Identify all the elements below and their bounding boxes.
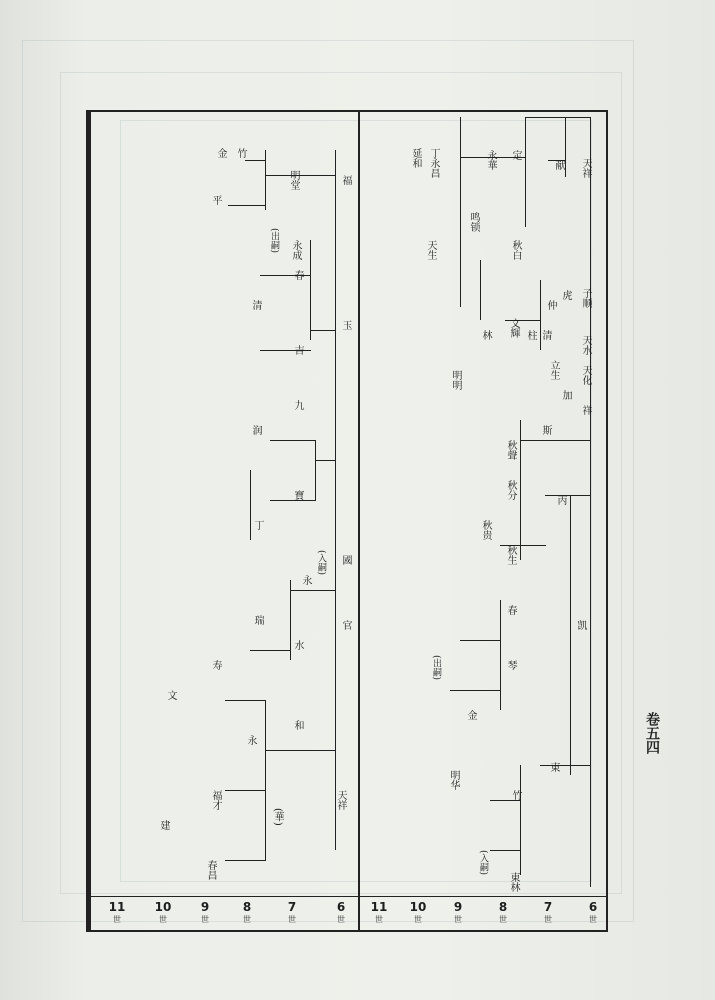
family-member-name: 丁: [252, 520, 263, 530]
family-member-name: 定: [510, 150, 521, 160]
family-member-name: 丁永昌: [428, 148, 439, 178]
tree-line: [520, 765, 521, 875]
family-member-name: 建: [158, 820, 169, 830]
tree-line: [270, 440, 316, 441]
family-member-name: 東林: [508, 872, 519, 892]
generation-label: 6 世: [588, 900, 598, 924]
generation-label: 11 世: [370, 900, 388, 924]
family-member-name: 林: [480, 330, 491, 340]
family-member-name: 竹: [235, 148, 246, 158]
family-member-name: 明明: [450, 370, 461, 390]
tree-line: [260, 350, 311, 351]
volume-label: 卷五四: [644, 712, 660, 754]
generation-label: 6 世: [336, 900, 346, 924]
family-member-name: 秋分: [505, 480, 516, 500]
family-member-name: 永: [245, 735, 256, 745]
tree-line: [315, 440, 316, 500]
adoption-note: (出嗣): [269, 228, 279, 254]
family-member-name: 吉: [292, 345, 303, 355]
family-member-name: 官: [340, 620, 351, 630]
family-member-name: 鸣锁: [468, 212, 479, 232]
tree-line: [250, 470, 251, 540]
tree-line: [450, 690, 501, 691]
family-member-name: (華): [272, 808, 283, 826]
tree-line: [265, 175, 336, 176]
family-member-name: 文輝: [508, 318, 519, 338]
family-member-name: 永成: [290, 240, 301, 260]
generation-label: 9 世: [200, 900, 210, 924]
tree-line: [290, 590, 336, 591]
tree-line: [500, 600, 501, 710]
family-member-name: 福才: [210, 790, 221, 810]
tree-line: [310, 330, 336, 331]
family-member-name: 平: [210, 195, 221, 205]
generation-label: 10 世: [409, 900, 427, 924]
family-member-name: 和: [292, 720, 303, 730]
tree-line: [525, 117, 591, 118]
adoption-note: (入嗣): [316, 550, 326, 576]
family-member-name: 明华: [448, 770, 459, 790]
tree-line: [490, 800, 521, 801]
tree-line: [265, 150, 266, 210]
family-member-name: 立生: [548, 360, 559, 380]
family-member-name: 秋生: [505, 545, 516, 565]
tree-line: [590, 117, 591, 887]
center-divider: [358, 110, 360, 932]
generation-label: 10 世: [154, 900, 172, 924]
frame-left-border: [86, 110, 91, 932]
tree-line: [225, 860, 266, 861]
tree-line: [225, 700, 266, 701]
family-member-name: 水: [292, 640, 303, 650]
family-member-name: 延和: [410, 148, 421, 168]
family-member-name: 子顺: [580, 288, 591, 308]
family-member-name: 丙: [555, 495, 566, 505]
generation-label: 8 世: [498, 900, 508, 924]
tree-line: [225, 790, 266, 791]
tree-line: [270, 500, 316, 501]
family-member-name: 春昌: [205, 860, 216, 880]
adoption-note: (入嗣): [478, 850, 488, 876]
family-member-name: 柱: [525, 330, 536, 340]
family-member-name: 清: [540, 330, 551, 340]
family-member-name: 祥: [580, 405, 591, 415]
family-member-name: 仲: [545, 300, 556, 310]
family-member-name: 福: [340, 175, 351, 185]
family-member-name: 永: [300, 575, 311, 585]
tree-line: [490, 850, 521, 851]
tree-line: [315, 460, 336, 461]
family-member-name: 凯: [575, 620, 586, 630]
genealogy-table-frame: [86, 110, 608, 932]
family-member-name: 金: [465, 710, 476, 720]
family-member-name: 天化: [580, 365, 591, 385]
generation-label: 11 世: [108, 900, 126, 924]
family-member-name: 清: [250, 300, 261, 310]
family-member-name: 秋贵: [480, 520, 491, 540]
family-member-name: 金: [215, 148, 226, 158]
family-member-name: 東: [548, 762, 559, 772]
tree-line: [525, 117, 526, 227]
family-member-name: 加: [560, 390, 571, 400]
tree-line: [570, 495, 571, 775]
family-member-name: 秋白: [510, 240, 521, 260]
family-member-name: 文: [165, 690, 176, 700]
family-member-name: 琴: [505, 660, 516, 670]
tree-line: [265, 700, 266, 860]
family-member-name: 献: [553, 160, 564, 170]
family-member-name: 虎: [560, 290, 571, 300]
tree-line: [460, 640, 501, 641]
family-member-name: 天生: [425, 240, 436, 260]
family-member-name: 明堂: [288, 170, 299, 190]
tree-line: [265, 750, 336, 751]
tree-line: [310, 240, 311, 340]
tree-line: [228, 205, 266, 206]
family-member-name: 天水: [580, 335, 591, 355]
family-member-name: 國: [340, 555, 351, 565]
generation-label: 8 世: [242, 900, 252, 924]
generation-label: 7 世: [543, 900, 553, 924]
generation-label: 7 世: [287, 900, 297, 924]
tree-line: [520, 440, 590, 441]
adoption-note: (出嗣): [431, 655, 441, 681]
family-member-name: 瑞: [252, 615, 263, 625]
family-member-name: 春: [505, 605, 516, 615]
generation-label: 9 世: [453, 900, 463, 924]
tree-line: [245, 160, 266, 161]
tree-line: [335, 150, 336, 850]
tree-line: [250, 650, 291, 651]
family-member-name: 斯: [540, 425, 551, 435]
family-member-name: 寶: [292, 490, 303, 500]
tree-line: [520, 420, 521, 560]
family-member-name: 秋聲: [505, 440, 516, 460]
tree-line: [565, 117, 566, 177]
family-member-name: 天祥: [580, 158, 591, 178]
family-member-name: 玉: [340, 320, 351, 330]
tree-line: [480, 260, 481, 320]
tree-line: [260, 275, 311, 276]
family-member-name: 春: [292, 270, 303, 280]
family-member-name: 永華: [485, 150, 496, 170]
tree-line: [460, 117, 461, 307]
family-member-name: 九: [292, 400, 303, 410]
family-member-name: 竹: [510, 790, 521, 800]
family-member-name: 天祥: [335, 790, 346, 810]
family-member-name: 寿: [210, 660, 221, 670]
tree-line: [290, 580, 291, 660]
tree-line: [545, 495, 591, 496]
family-member-name: 润: [250, 425, 261, 435]
